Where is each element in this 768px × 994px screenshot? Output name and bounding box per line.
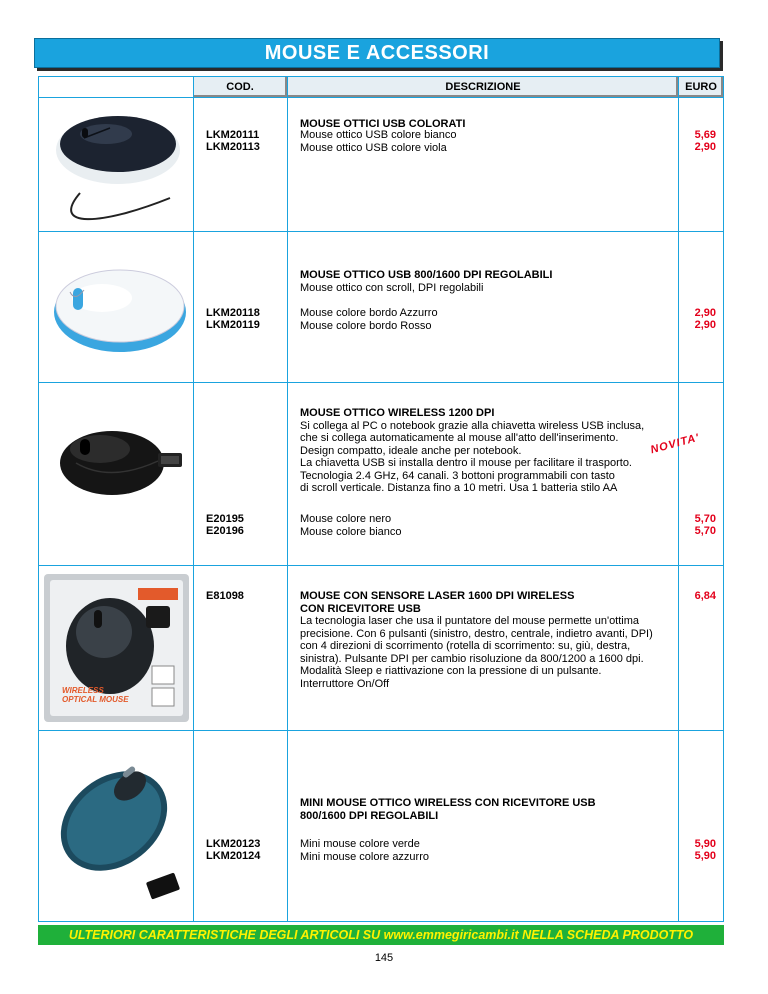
page-title: MOUSE E ACCESSORI [34,38,720,68]
product-code: LKM20113 [206,141,260,153]
detail-line: Modalità Sleep e riattivazione con la pressione di un pulsante. [300,665,602,677]
novita-badge: NOVITA' [649,431,702,457]
detail-line: La chiavetta USB si installa dentro il mouse per facilitare il trasporto. [300,457,632,469]
product-subtitle: Mouse ottico con scroll, DPI regolabili [300,281,484,294]
product-prices [695,513,716,537]
variant-line: Mouse colore nero [300,513,392,525]
detail-line: Tecnologia 2.4 GHz, 64 canali. 3 bottoni programmabili con tasto [300,469,615,482]
product-code: LKM20119 [206,319,260,331]
price: 2,90 [694,319,716,331]
detail-line: precisione. Con 6 pulsanti (sinistro, destro, centrale, indietro avanti, DPI) [300,627,653,640]
header-euro: EURO [679,77,723,97]
product-prices [695,129,716,153]
footer-banner: ULTERIORI CARATTERISTICHE DEGLI ARTICOLI SU www.emmegiricambi.it NELLA SCHEDA PRODOTTO [38,925,724,945]
detail-line: di scroll verticale. Distanza fino a 10 metri. Usa 1 batteria stilo AA [300,482,618,494]
price: 2,90 [694,141,716,153]
product-image-usb-colored-mouse [40,98,193,231]
header-code: COD. [193,77,288,97]
variant-line: Mouse colore bordo Rosso [300,319,432,332]
column-divider [287,77,288,921]
product-title-block [300,269,680,294]
header-description: DESCRIZIONE [288,77,679,97]
detail-line: La tecnologia laser che usa il puntatore del mouse permette un'ottima [300,615,640,627]
price: 5,90 [694,850,716,862]
product-variants [300,838,680,863]
detail-line: sinistra). Pulsante DPI per cambio risoluzione da 800/1200 a 1600 dpi. [300,652,644,665]
product-codes [206,129,260,153]
product-code: E81098 [206,590,244,602]
detail-line: Si collega al PC o notebook grazie alla chiavetta wireless USB inclusa, [300,419,645,432]
product-code: LKM20123 [206,838,261,850]
product-code: E20195 [206,513,244,525]
product-title: MOUSE OTTICO WIRELESS 1200 DPI [300,407,495,419]
price: 5,70 [694,513,716,525]
detail-line: Interruttore On/Off [300,677,390,690]
price: 5,69 [694,129,716,141]
product-codes [206,307,260,331]
package-text: OPTICAL MOUSE [62,695,129,704]
price: 2,90 [694,307,716,319]
product-prices [695,307,716,331]
product-title: 800/1600 DPI REGOLABILI [300,809,439,822]
product-image-dpi-mouse [40,232,193,382]
price: 6,84 [694,590,716,602]
product-codes [206,838,260,862]
product-codes [206,513,244,537]
product-image-wireless-1200-mouse [40,383,193,565]
detail-line: con 4 direzioni di scorrimento (rotella di scorrimento: su, giù, destra, [300,640,631,652]
variant-line: Mini mouse colore azzurro [300,850,429,863]
product-code: LKM20118 [206,307,260,319]
product-title-block [300,590,685,690]
variant-line: Mouse colore bianco [300,525,402,538]
detail-line: che si collega automaticamente al mouse all'atto dell'inserimento. [300,432,619,444]
price: 5,90 [694,838,716,850]
product-prices [695,590,716,602]
product-variants [300,307,680,332]
product-variants [300,129,680,154]
variant-line: Mouse ottico USB colore bianco [300,129,457,141]
product-code: LKM20124 [206,850,261,862]
product-code: E20196 [206,525,244,537]
product-variants [300,513,680,538]
product-image-mini-mouse [40,731,193,921]
product-codes [206,590,244,602]
price: 5,70 [694,525,716,537]
column-divider [193,77,194,921]
product-code: LKM20111 [206,129,260,141]
product-prices [695,838,716,862]
product-title: MINI MOUSE OTTICO WIRELESS CON RICEVITORE USB [300,797,596,809]
variant-line: Mini mouse colore verde [300,838,420,850]
product-title-block [300,797,680,822]
package-text: WIRELESS [62,686,104,695]
product-title-block [300,407,680,495]
detail-line: Design compatto, ideale anche per notebook. [300,444,522,457]
product-table [38,76,724,922]
column-divider [678,77,679,921]
product-title: MOUSE OTTICI USB COLORATI [300,118,466,130]
product-title: MOUSE CON SENSORE LASER 1600 DPI WIRELESS [300,590,575,602]
variant-line: Mouse ottico USB colore viola [300,141,447,154]
product-title: MOUSE OTTICO USB 800/1600 DPI REGOLABILI [300,269,553,281]
page-number: 145 [374,952,394,964]
variant-line: Mouse colore bordo Azzurro [300,307,438,319]
product-title: CON RICEVITORE USB [300,602,421,615]
product-image-laser-mouse-package [40,566,193,730]
